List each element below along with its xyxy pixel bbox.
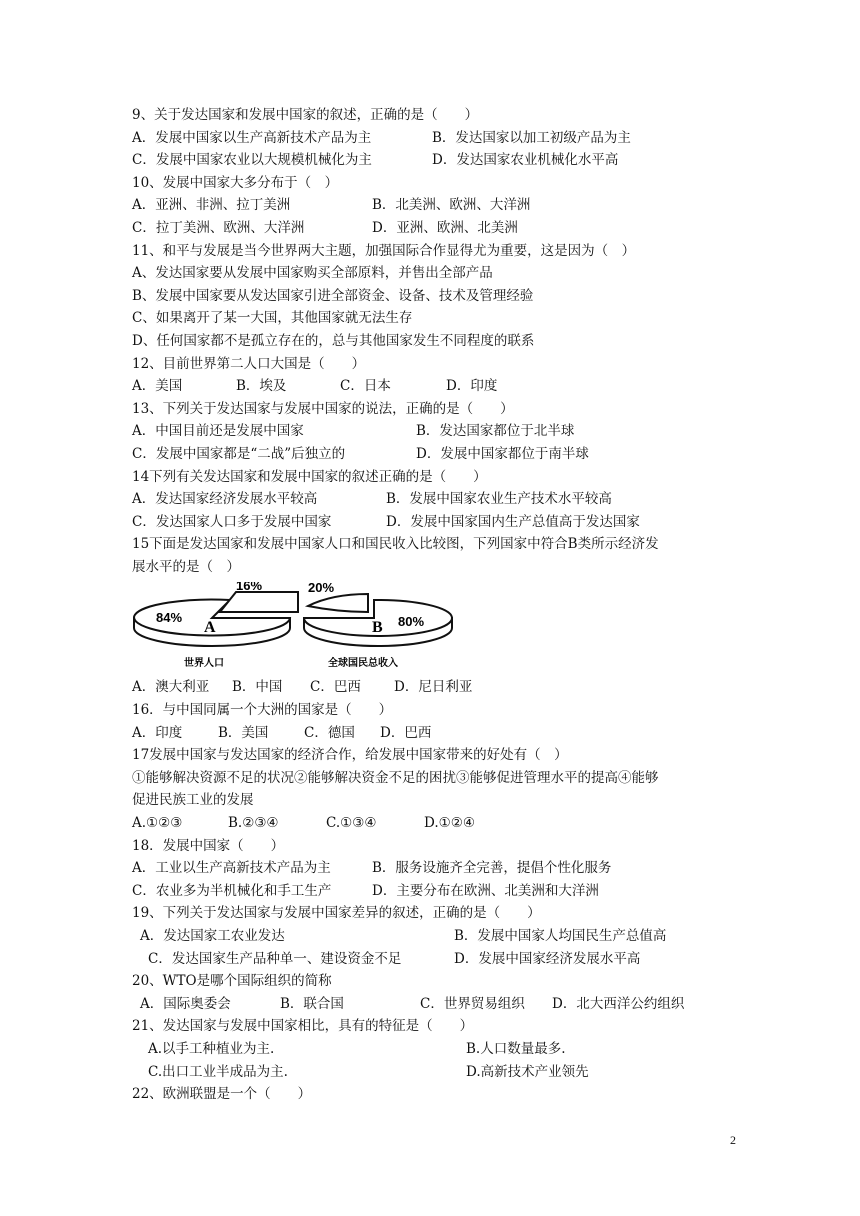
pie-label-20: 20% (308, 582, 335, 596)
option-c: C．发达国家人口多于发展中国家 (132, 513, 332, 530)
question-17-body-cont: 促进民族工业的发展 (132, 792, 254, 809)
pie-label-80: 80% (398, 614, 425, 630)
option-a: A．印度 (132, 724, 183, 741)
option-c: C．发达国家生产品种单一、建设资金不足 (148, 950, 402, 967)
question-19-stem: 19、下列关于发达国家与发展中国家差异的叙述，正确的是（ ） (132, 905, 541, 922)
question-17-options (132, 812, 752, 835)
option-d: D．印度 (446, 378, 498, 395)
pie-chart-population (134, 582, 298, 669)
option-a: A．发展中国家以生产高新技术产品为主 (132, 129, 372, 146)
option-c: C．德国 (304, 724, 355, 741)
option-b: B．北美洲、欧洲、大洋洲 (372, 197, 531, 214)
option-b: B．中国 (232, 679, 283, 696)
question-20-options (132, 993, 752, 1016)
pie-slice-a-20 (308, 594, 368, 612)
option-a: A．亚洲、非洲、拉丁美洲 (132, 197, 291, 214)
question-19-options-cd (132, 948, 752, 971)
question-20-stem: 20、WTO是哪个国际组织的简称 (132, 973, 332, 990)
question-list (132, 104, 752, 1106)
question-13-options-ab (132, 420, 752, 443)
option-c: C．世界贸易组织 (420, 995, 525, 1012)
option-b: B、发展中国家要从发达国家引进全部资金、设备、技术及管理经验 (132, 287, 534, 304)
option-a: A．国际奥委会 (140, 995, 231, 1012)
pie-label-b: B (372, 619, 383, 637)
question-12-stem: 12、目前世界第二人口大国是（ ） (132, 355, 366, 372)
option-c: C.出口工业半成品为主. (148, 1063, 288, 1080)
option-a: A.以手工种植业为主. (148, 1040, 275, 1057)
question-16-options (132, 722, 752, 745)
question-21-options-cd (132, 1061, 752, 1084)
question-21-stem: 21、发达国家与发展中国家相比，具有的特征是（ ） (132, 1018, 474, 1035)
option-c: C.①③④ (326, 815, 377, 832)
option-a: A.①②③ (132, 815, 183, 832)
question-9-stem: 9、关于发达国家和发展中国家的叙述，正确的是（ ） (132, 107, 479, 123)
question-11-stem: 11、和平与发展是当今世界两大主题，加强国际合作显得尤为重要，这是因为（ ） (132, 242, 636, 259)
option-d: D．发展中国家经济发展水平高 (454, 950, 641, 967)
pie-label-84: 84% (156, 610, 183, 626)
question-17-stem: 17发展中国家与发达国家的经济合作，给发展中国家带来的好处有（ ） (132, 747, 568, 764)
option-c: C．巴西 (310, 679, 361, 696)
option-b: B．发展中国家人均国民生产总值高 (454, 928, 667, 944)
option-b: B.②③④ (228, 815, 279, 832)
option-d: D、任何国家都不是孤立存在的，总与其他国家发生不同程度的联系 (132, 332, 535, 349)
question-18-stem: 18．发展中国家（ ） (132, 837, 285, 854)
chart-xlabel-income: 全球国民总收入 (328, 658, 398, 670)
option-d: D．巴西 (380, 724, 432, 741)
option-d: D．尼日利亚 (394, 679, 473, 696)
question-15-stem-cont: 展水平的是（ ） (132, 558, 240, 575)
option-a: A．工业以生产高新技术产品为主 (132, 860, 331, 877)
page-number: 2 (730, 1133, 736, 1147)
option-c: C、如果离开了某一大国，其他国家就无法生存 (132, 310, 413, 327)
question-13-options-cd (132, 443, 752, 466)
option-a: A．美国 (132, 378, 183, 395)
question-9-options-ab (132, 127, 752, 150)
option-b: B．发达国家都位于北半球 (416, 423, 575, 440)
question-14-options-ab (132, 488, 752, 511)
population-income-pie-charts (132, 582, 752, 670)
chart-xlabel-population: 世界人口 (184, 658, 224, 670)
option-c: C．农业多为半机械化和手工生产 (132, 882, 332, 899)
option-b: B．发达国家以加工初级产品为主 (432, 129, 631, 146)
question-16-stem: 16．与中国同属一个大洲的国家是（ ） (132, 702, 393, 719)
option-d: D.高新技术产业领先 (466, 1063, 589, 1080)
option-b: B．发展中国家农业生产技术水平较高 (386, 491, 612, 508)
option-b: B.人口数量最多. (466, 1040, 566, 1057)
option-c: C．日本 (340, 378, 391, 395)
question-18-options-ab (132, 857, 752, 880)
option-d: D．发展中国家国内生产总值高于发达国家 (386, 513, 640, 530)
question-10-stem: 10、发展中国家大多分布于（ ） (132, 174, 339, 191)
pie-label-a: A (204, 619, 216, 637)
pie-charts-figure (132, 582, 492, 670)
question-14-options-cd (132, 511, 752, 534)
option-c: C．拉丁美洲、欧洲、大洋洲 (132, 219, 305, 236)
pie-label-16: 16% (236, 582, 263, 594)
option-b: B．联合国 (280, 995, 344, 1012)
option-d: D．北大西洋公约组织 (552, 995, 685, 1012)
option-c: C．发展中国家都是“二战”后独立的 (132, 445, 346, 462)
question-9-options-cd (132, 149, 752, 172)
option-b: B．服务设施齐全完善，提倡个性化服务 (372, 860, 612, 877)
option-a: A．澳大利亚 (132, 679, 210, 696)
question-14-stem: 14下列有关发达国家和发展中国家的叙述正确的是（ ） (132, 468, 487, 485)
option-a: A．发达国家工农业发达 (140, 928, 285, 944)
question-10-options-ab (132, 194, 752, 217)
option-a: A、发达国家要从发展中国家购买全部原料，并售出全部产品 (132, 265, 493, 282)
question-18-options-cd (132, 880, 752, 903)
pie-slice-b-16 (220, 592, 298, 612)
option-a: A．发达国家经济发展水平较高 (132, 491, 318, 508)
question-10-options-cd (132, 217, 752, 240)
option-b: B．埃及 (236, 378, 287, 395)
option-d: D．发达国家农业机械化水平高 (432, 152, 619, 169)
question-13-stem: 13、下列关于发达国家与发展中国家的说法，正确的是（ ） (132, 400, 514, 417)
option-b: B．美国 (218, 724, 269, 741)
option-d: D．主要分布在欧洲、北美洲和大洋洲 (372, 882, 599, 899)
option-d: D.①②④ (424, 815, 475, 832)
pie-chart-income (304, 582, 452, 669)
question-15-stem: 15下面是发达国家和发展中国家人口和国民收入比较图，下列国家中符合B类所示经济发 (132, 536, 659, 553)
option-a: A．中国目前还是发展中国家 (132, 423, 304, 440)
question-17-body: ①能够解决资源不足的状况②能够解决资金不足的困扰③能够促进管理水平的提高④能够 (132, 769, 659, 786)
option-d: D．亚洲、欧洲、北美洲 (372, 219, 518, 236)
question-19-options-ab (132, 925, 752, 948)
question-22-stem: 22、欧洲联盟是一个（ ） (132, 1086, 312, 1103)
option-d: D．发展中国家都位于南半球 (416, 445, 589, 462)
question-21-options-ab (132, 1038, 752, 1061)
question-12-options (132, 375, 752, 398)
question-15-options (132, 676, 752, 699)
option-c: C．发展中国家农业以大规模机械化为主 (132, 152, 372, 169)
